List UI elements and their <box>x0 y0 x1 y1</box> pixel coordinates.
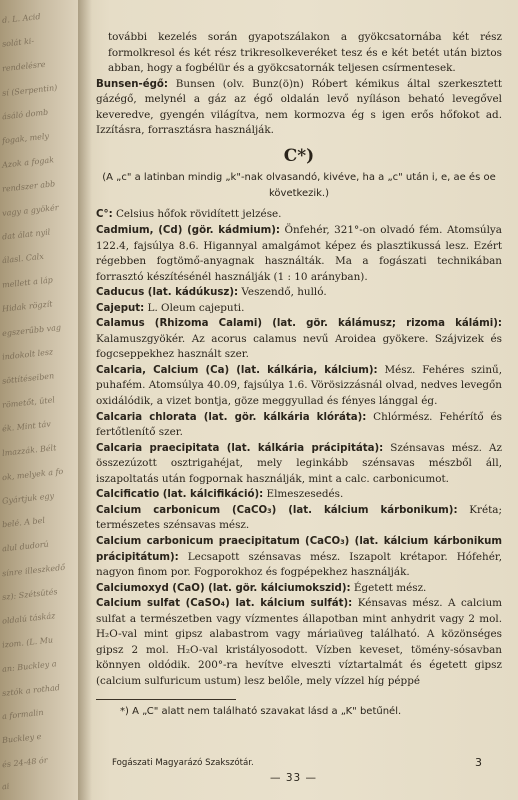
bleed-text: solát ki- <box>1 36 35 49</box>
adjacent-page-bleed <box>0 0 78 800</box>
page-content <box>96 30 502 720</box>
entry-term: Cadmium, (Cd) (gör. kádmium): <box>96 225 280 237</box>
entry-term: Calcium carbonicum (CaCO₃) (lat. kálcium kárbonikum): <box>96 504 458 516</box>
footer-title: Fogászati Magyarázó Szakszótár. <box>112 758 254 768</box>
footnote: *) A „C" alatt nem található szavakat lásd a „K" betűnél. <box>120 706 402 718</box>
bleed-text: vagy a gyökér <box>1 203 59 218</box>
bleed-text: d. L. Acid <box>1 12 41 25</box>
page-fold-shadow <box>78 0 92 800</box>
entry-definition: Bunsen (olv. Bunz(ö)n) Róbert kémikus által szerkesztett gázégő, melynél a gáz az égő oldalán levő nyíláson beható levegővel keveredve, gyengén világítva, nem kormozva ég s igen erős hőfokot ad. Izzításra, forrasztásra használják. <box>96 77 502 137</box>
dictionary-entry <box>96 581 502 597</box>
entry-definition: Veszendő, hulló. <box>238 286 327 299</box>
entry-term: Caducus (lat. kádúkusz): <box>96 287 239 299</box>
entry-term: Calcaria praecipitata (lat. kálkária prácipitáta): <box>96 442 384 454</box>
intro-paragraph: további kezelés során gyapotszálakon a gyökcsatornába két rész formolkresol és két rész trikresolkeveréket tesz és e két betét után biztos abban, hogy a fogbélür és a gyökcsatornák teljesen csírmentesek. <box>108 31 502 75</box>
dictionary-entry <box>96 534 502 581</box>
dictionary-entry <box>96 207 502 223</box>
bleed-text: Azok a fogak <box>1 155 55 170</box>
bleed-text: söttítéseiben <box>1 371 55 386</box>
entry-term: Bunsen-égő: <box>96 78 168 90</box>
chapter-note: (A „c" a latinban mindig „k"-nak olvasandó, kivéve, ha a „c" után i, e, ae és oe következik.) <box>102 172 496 199</box>
entry-definition: Elmeszesedés. <box>263 488 344 501</box>
entry-definition: Lecsapott szénsavas mész. Iszapolt krétapor. Hófehér, nagyon finom por. Fogporokhoz és fogpépekhez használják. <box>96 550 502 579</box>
entry-definition: Celsius hőfok rövidített jelzése. <box>112 208 282 221</box>
dictionary-entry <box>96 503 502 534</box>
page-number: — 33 — <box>270 772 318 784</box>
dictionary-entries <box>96 207 502 689</box>
entry-term: Calciumoxyd (CaO) (lat. gör. kálciumokszid): <box>96 582 351 594</box>
entry-term: C°: <box>96 209 113 221</box>
dictionary-entry <box>96 316 502 363</box>
bleed-text: indokolt lesz <box>1 347 54 362</box>
chapter-heading: C*) <box>283 145 315 166</box>
bleed-text: Gyártjuk egy <box>1 491 55 506</box>
bleed-text: dat álat nyil <box>1 227 51 242</box>
entry-term: Calamus (Rhizoma Calami) (lat. gör. kálámusz; rizoma kálámi): <box>96 318 502 330</box>
entry-term: Calcium sulfat (CaSO₄) lat. kálcium sulfát): <box>96 598 353 610</box>
bleed-text: ásáló domb <box>1 107 49 122</box>
entry-definition: Önfehér, 321°-on olvadó fém. Atomsúlya 122.4, fajsúlya 8.6. Higannyal amalgámot képez és plasztikussá lesz. Ezért régebben fogtömő-anyagnak használták. Ma a fogászati technikában forrasztó készítésénél használják (1 : 10 arányban). <box>96 224 502 283</box>
bleed-text: alul dudorú <box>1 539 50 554</box>
dictionary-entry <box>96 285 502 301</box>
page-footer <box>112 758 482 768</box>
bleed-text: belé. A bel <box>1 515 46 530</box>
footnote-rule <box>96 699 236 700</box>
entry-definition: Kalamuszgyökér. Az acorus calamus nevű Aroidea gyökere. Szájvizek és fogcseppekhez használt szer. <box>96 332 502 361</box>
dictionary-entry <box>96 441 502 488</box>
entries-before-chapter <box>96 77 502 139</box>
entry-definition: Mész. Fehéres szinű, puhafém. Atomsúlya 40.09, fajsúlya 1.6. Vörösizzásnál olvad, nedves levegőn oxidálódik, a vizet bontja, göze meggyullad és fényes lánggal ég. <box>96 363 503 408</box>
bleed-text: a formalin <box>1 707 44 722</box>
bleed-text: an: Buckley a <box>1 659 57 674</box>
dictionary-entry <box>96 596 502 689</box>
dictionary-entry <box>96 363 502 410</box>
bleed-text: Hidak rögzít <box>1 299 53 314</box>
dictionary-entry <box>96 301 502 317</box>
bleed-text: ék. Mint táv <box>1 419 52 434</box>
bleed-text: álasl. Calx <box>1 251 45 266</box>
bleed-text: ai <box>1 781 10 792</box>
bleed-text: mellett a láp <box>1 275 54 290</box>
bleed-text: izom. (L. Mu <box>1 635 54 650</box>
bleed-text: rendelésre <box>1 59 46 74</box>
dictionary-entry <box>96 410 502 441</box>
bleed-text: lmazzák. Bélt <box>1 443 57 458</box>
bleed-text: sínre illeszkedő <box>1 562 66 579</box>
entry-definition: Szénsavas mész. Az összezúzott osztrigahéjat, mely leginkább szénsavas mészből áll, iszapoltatás után fogpornak használják, mint a calc. carbonicumot. <box>96 441 502 485</box>
entry-term: Cajeput: <box>96 302 145 314</box>
bleed-text: egszerűbb vag <box>1 322 62 339</box>
entry-definition: Chlórmész. Fehérítő és fertőtlenítő szer. <box>96 410 502 439</box>
bleed-text: oldalú táskáz <box>1 611 56 626</box>
bleed-text: römetőt, ütel <box>1 395 56 410</box>
entry-term: Calcium carbonicum praecipitatum (CaCO₃) (lat. kálcium kárbonikum prácipitátum): <box>96 535 502 563</box>
entry-term: Calcificatio (lat. kálcifikáció): <box>96 489 264 501</box>
entry-definition: L. Oleum cajeputi. <box>144 301 245 314</box>
bleed-text: sztók a rothad <box>1 682 61 699</box>
entry-term: Calcaria, Calcium (Ca) (lat. kálkária, kálcium): <box>96 364 378 376</box>
entry-definition: Égetett mész. <box>350 581 427 594</box>
entry-definition: Kréta; természetes szénsavas mész. <box>96 503 502 532</box>
entry-term: Calcaria chlorata (lat. gör. kálkária klóráta): <box>96 411 367 423</box>
bleed-text: sí (Serpentin) <box>1 83 58 98</box>
signature-mark: 3 <box>475 756 482 769</box>
bleed-text: ok, melyek a fo <box>1 466 64 483</box>
dictionary-entry <box>96 77 502 139</box>
entry-definition: Kénsavas mész. A calcium sulfat a természetben vagy vízmentes állapotban mint anhydrit vagy 2 mol. H₂O-val mint gipsz alabastrom vagy máriaüveg található. A közönséges gipsz 2 mol. H₂O-val kristályosodott. Vízben keveset, tömény-sósavban könnyen oldódik. 200°-ra hevítve elveszti víztartalmát és égetett gipsz (calcium sulfuricum ustum) lesz belőle, mely vízzel híg péppé <box>96 597 502 687</box>
bleed-text: és 24-48 ór <box>1 755 48 770</box>
bleed-text: fogak, mely <box>1 131 50 146</box>
bleed-text: sz): Szétsütés <box>1 587 58 602</box>
bleed-text: rendszer abb <box>1 179 56 194</box>
bleed-text: Buckley e <box>1 731 42 746</box>
dictionary-entry <box>96 487 502 503</box>
dictionary-entry <box>96 223 502 285</box>
